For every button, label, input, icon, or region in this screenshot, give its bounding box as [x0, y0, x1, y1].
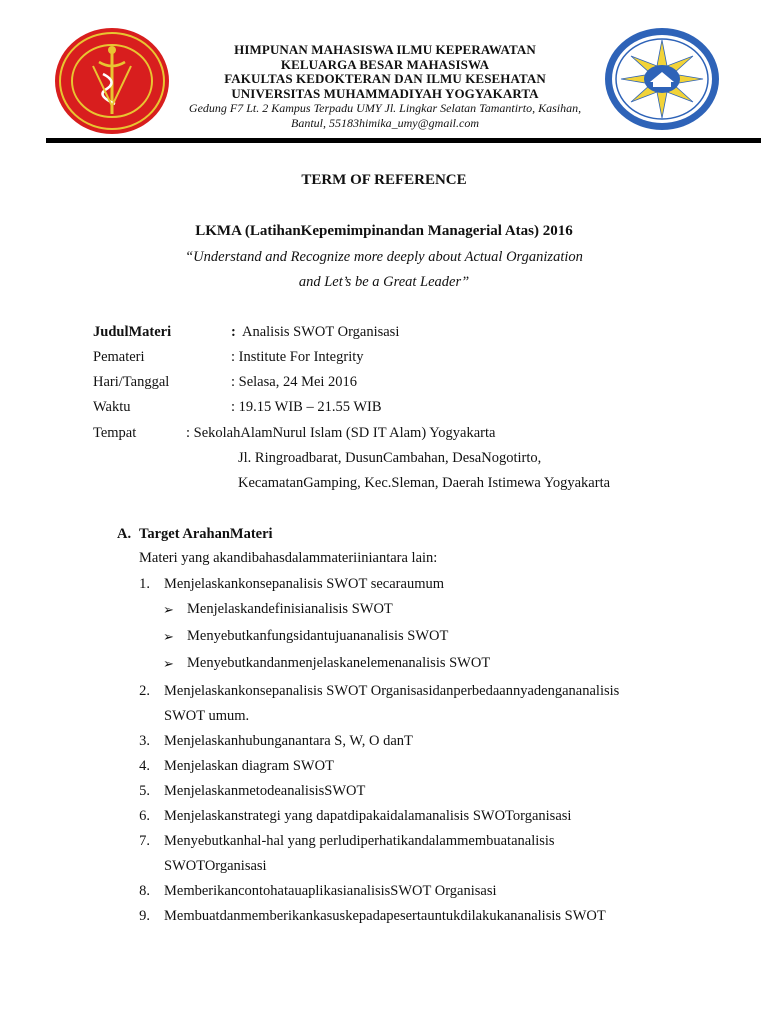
list-item-number: 9. — [139, 908, 150, 924]
list-item: Menjelaskanstrategi yang dapatdipakaidalamanalisis SWOTorganisasi — [164, 808, 572, 824]
tagline-line-2: and Let’s be a Great Leader” — [298, 274, 470, 290]
list-item-number: 4. — [139, 758, 150, 774]
org-line-2: KELUARGA BESAR MAHASISWA — [280, 56, 490, 72]
tempat-label: Tempat — [93, 425, 137, 441]
list-item: Menjelaskankonsepanalisis SWOT secaraumum — [164, 576, 444, 592]
judul-label: JudulMateri — [93, 324, 172, 340]
waktu-label: Waktu — [93, 399, 131, 415]
list-item-number: 2. — [139, 683, 150, 699]
tempat-line-2: Jl. Ringroadbarat, DusunCambahan, DesaNogotirto, — [238, 450, 542, 466]
sub-list-item: Menyebutkanfungsidantujuananalisis SWOT — [187, 628, 449, 644]
org-line-1: HIMPUNAN MAHASISWA ILMU KEPERAWATAN — [234, 42, 536, 57]
list-item: Menjelaskanhubunganantara S, W, O danT — [164, 733, 413, 749]
judul-value: Analisis SWOT Organisasi — [242, 324, 400, 340]
list-item-number: 7. — [139, 833, 150, 849]
sub-list-item: Menyebutkandanmenjelaskanelemenanalisis SWOT — [187, 655, 491, 671]
list-item-number: 1. — [139, 576, 150, 592]
list-item-number: 3. — [139, 733, 150, 749]
list-item: Membuatdanmemberikankasuskepadapesertauntukdilakukananalisis SWOT — [164, 908, 606, 924]
pemateri-value: : Institute For Integrity — [231, 349, 364, 365]
list-item-number: 6. — [139, 808, 150, 824]
list-item: Menyebutkanhal-hal yang perludiperhatikandalammembuatanalisis — [164, 833, 555, 849]
list-item: Menjelaskankonsepanalisis SWOT Organisasidanperbedaannyadengananalisis — [164, 683, 620, 699]
letterhead-text — [150, 43, 620, 131]
waktu-value: : 19.15 WIB – 21.55 WIB — [231, 399, 382, 415]
org-line-4: UNIVERSITAS MUHAMMADIYAH YOGYAKARTA — [231, 85, 539, 101]
tempat-line-3: KecamatanGamping, Kec.Sleman, Daerah Istimewa Yogyakarta — [238, 475, 611, 491]
list-item-continuation: SWOT umum. — [164, 708, 250, 724]
doc-title: TERM OF REFERENCE — [301, 172, 467, 188]
tanggal-value: : Selasa, 24 Mei 2016 — [231, 374, 358, 390]
address-line-2: Bantul, 55183himika_umy@gmail.com — [290, 116, 479, 130]
sub-list-item: Menjelaskandefinisianalisis SWOT — [187, 601, 393, 617]
section-a-intro: Materi yang akandibahasdalammateriiniantara lain: — [139, 550, 438, 566]
right-logo — [603, 26, 721, 132]
header-rule — [46, 138, 761, 143]
address-line-1: Gedung F7 Lt. 2 Kampus Terpadu UMY Jl. Lingkar Selatan Tamantirto, Kasihan, — [188, 101, 582, 115]
org-line-3: FAKULTAS KEDOKTERAN DAN ILMU KESEHATAN — [224, 71, 546, 86]
list-item: MemberikancontohatauaplikasianalisisSWOT Organisasi — [164, 883, 497, 899]
arrow-bullet-icon: ➢ — [163, 656, 174, 671]
tanggal-label: Hari/Tanggal — [93, 374, 170, 390]
list-item: MenjelaskanmetodeanalisisSWOT — [164, 783, 366, 799]
section-a-heading: Target ArahanMateri — [139, 526, 273, 542]
tempat-value: : SekolahAlamNurul Islam (SD IT Alam) Yogyakarta — [186, 425, 496, 441]
arrow-bullet-icon: ➢ — [163, 602, 174, 617]
list-item-number: 8. — [139, 883, 150, 899]
event-title: LKMA (LatihanKepemimpinandan Managerial Atas) 2016 — [195, 223, 573, 239]
arrow-bullet-icon: ➢ — [163, 629, 174, 644]
list-item-number: 5. — [139, 783, 150, 799]
judul-sep: : — [231, 324, 236, 340]
list-item-continuation: SWOTOrganisasi — [164, 858, 267, 874]
list-item: Menjelaskan diagram SWOT — [164, 758, 334, 774]
pemateri-label: Pemateri — [93, 349, 145, 365]
tagline-line-1: “Understand and Recognize more deeply about Actual Organization — [185, 249, 583, 265]
section-a-letter: A. — [117, 526, 132, 542]
